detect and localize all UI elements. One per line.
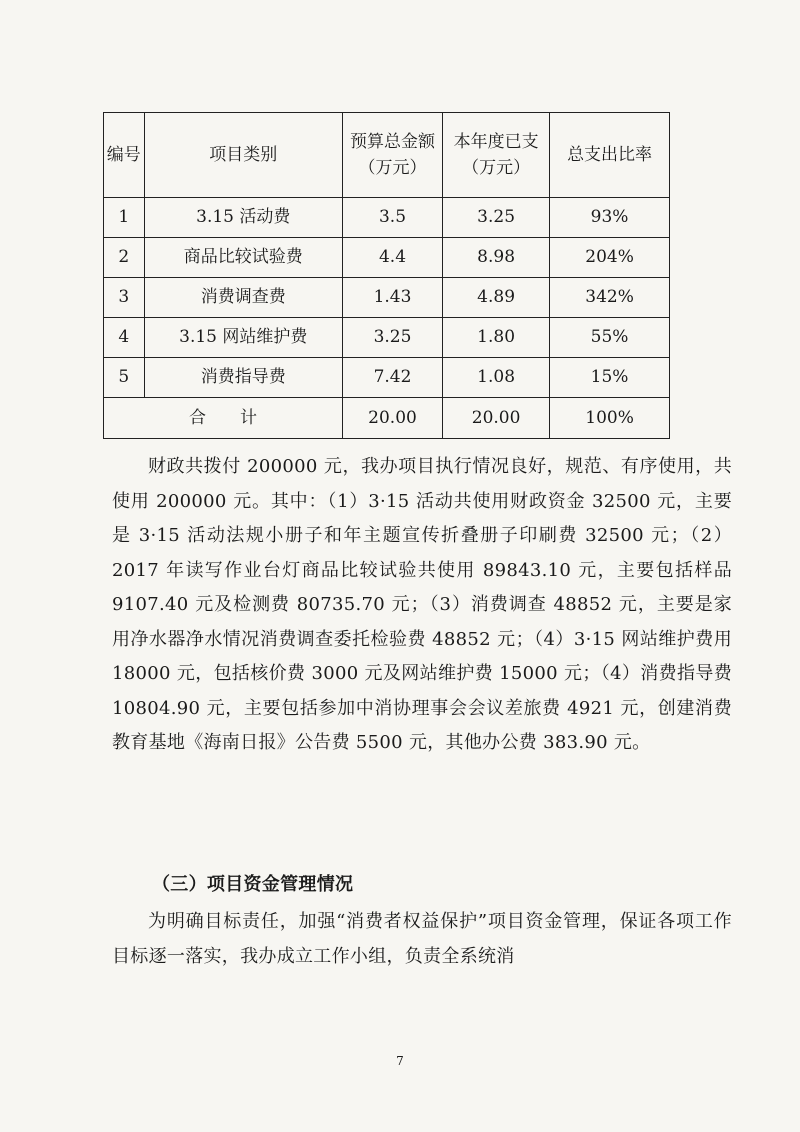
cell-ratio: 15%: [550, 358, 670, 398]
total-label: 合 计: [104, 398, 343, 439]
cell-spent: 3.25: [443, 198, 550, 238]
table-row: [104, 358, 670, 398]
cell-budget: 3.5: [342, 198, 442, 238]
cell-no: 5: [104, 358, 145, 398]
header-category: 项目类别: [144, 113, 342, 198]
cell-ratio: 55%: [550, 318, 670, 358]
table-row: [104, 198, 670, 238]
header-spent: 本年度已支（万元）: [443, 113, 550, 198]
cell-category: 商品比较试验费: [144, 238, 342, 278]
cell-ratio: 204%: [550, 238, 670, 278]
cell-no: 1: [104, 198, 145, 238]
table-row: [104, 238, 670, 278]
cell-spent: 1.80: [443, 318, 550, 358]
table-header-row: [104, 113, 670, 198]
header-budget: 预算总金额（万元）: [342, 113, 442, 198]
budget-table: [103, 112, 670, 439]
total-spent: 20.00: [443, 398, 550, 439]
cell-no: 3: [104, 278, 145, 318]
table-total-row: [104, 398, 670, 439]
cell-category: 3.15 网站维护费: [144, 318, 342, 358]
paragraph-management: 为明确目标责任，加强“消费者权益保护”项目资金管理，保证各项工作目标逐一落实，我办成立工作小组，负责全系统消: [112, 911, 732, 967]
cell-category: 消费调查费: [144, 278, 342, 318]
total-ratio: 100%: [550, 398, 670, 439]
cell-budget: 7.42: [342, 358, 442, 398]
cell-category: 3.15 活动费: [144, 198, 342, 238]
cell-spent: 8.98: [443, 238, 550, 278]
cell-ratio: 93%: [550, 198, 670, 238]
page-number: 7: [396, 1054, 404, 1068]
cell-ratio: 342%: [550, 278, 670, 318]
cell-category: 消费指导费: [144, 358, 342, 398]
section-heading: （三）项目资金管理情况: [152, 874, 354, 895]
cell-budget: 3.25: [342, 318, 442, 358]
paragraph-expenditure: 财政共拨付 200000 元，我办项目执行情况良好，规范、有序使用，共使用 200000 元。其中：（1）3·15 活动共使用财政资金 32500 元，主要是 3·15 活动法规小册子和年主题宣传折叠册子印刷费 32500 元；（2）2017 年读写作业台灯商品比较试验共使用 89843.10 元，主要包括样品 9107.40 元及检测费 80735.70 元；（3）消费调查 48852 元，主要是家用净水器净水情况消费调查委托检验费 48852 元；（4）3·15 网站维护费用 18000 元，包括核价费 3000 元及网站维护费 15000 元；（4）消费指导费 10804.90 元，主要包括参加中消协理事会会议差旅费 4921 元，创建消费教育基地《海南日报》公告费 5500 元，其他办公费 383.90 元。: [112, 456, 732, 753]
cell-no: 2: [104, 238, 145, 278]
table-row: [104, 318, 670, 358]
cell-no: 4: [104, 318, 145, 358]
cell-budget: 1.43: [342, 278, 442, 318]
table-row: [104, 278, 670, 318]
cell-budget: 4.4: [342, 238, 442, 278]
header-no: 编号: [104, 113, 145, 198]
cell-spent: 1.08: [443, 358, 550, 398]
header-ratio: 总支出比率: [550, 113, 670, 198]
cell-spent: 4.89: [443, 278, 550, 318]
total-budget: 20.00: [342, 398, 442, 439]
